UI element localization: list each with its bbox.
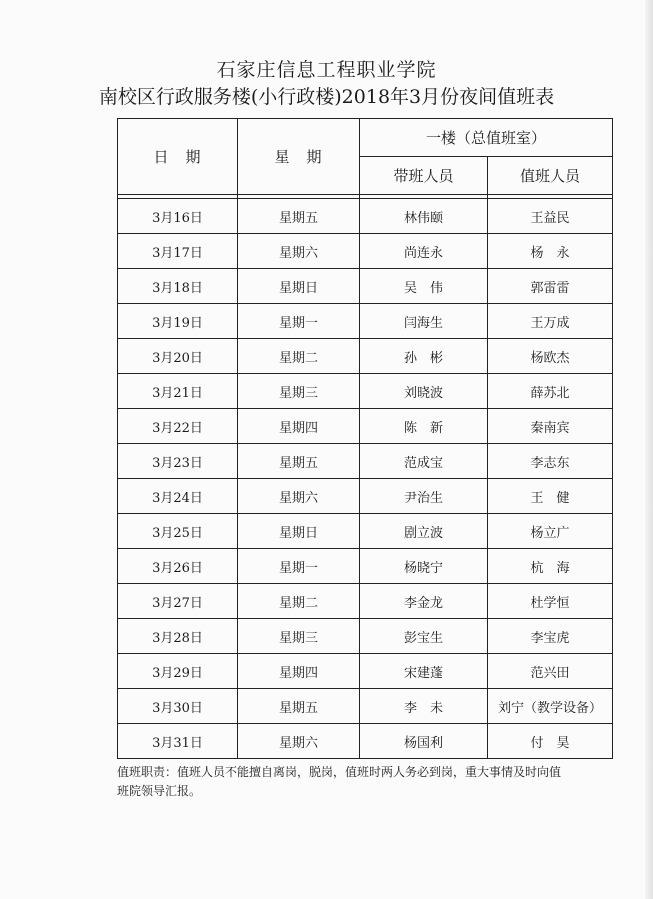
table-row bbox=[118, 584, 613, 619]
weekday-cell: 星期五 bbox=[238, 689, 360, 724]
leader-cell: 林伟颐 bbox=[360, 199, 488, 234]
weekday-cell: 星期一 bbox=[238, 304, 360, 339]
weekday-cell: 星期日 bbox=[238, 514, 360, 549]
scan-edge bbox=[645, 0, 653, 899]
leader-cell: 陈 新 bbox=[360, 409, 488, 444]
duty-responsibility-note bbox=[117, 763, 617, 801]
date-cell: 3月19日 bbox=[118, 304, 238, 339]
weekday-cell: 星期五 bbox=[238, 199, 360, 234]
duty-cell: 范兴田 bbox=[488, 654, 613, 689]
leader-cell: 范成宝 bbox=[360, 444, 488, 479]
duty-cell: 李宝虎 bbox=[488, 619, 613, 654]
duty-cell: 杜学恒 bbox=[488, 584, 613, 619]
leader-cell: 剧立波 bbox=[360, 514, 488, 549]
leader-cell: 孙 彬 bbox=[360, 339, 488, 374]
leader-cell: 尚连永 bbox=[360, 234, 488, 269]
date-cell: 3月16日 bbox=[118, 199, 238, 234]
table-row bbox=[118, 724, 613, 759]
weekday-cell: 星期四 bbox=[238, 654, 360, 689]
weekday-cell: 星期三 bbox=[238, 374, 360, 409]
weekday-cell: 星期二 bbox=[238, 584, 360, 619]
table-row bbox=[118, 199, 613, 234]
leader-cell: 杨晓宁 bbox=[360, 549, 488, 584]
table-row bbox=[118, 654, 613, 689]
column-header-duty: 值班人员 bbox=[488, 157, 613, 195]
duty-cell: 王 健 bbox=[488, 479, 613, 514]
date-cell: 3月21日 bbox=[118, 374, 238, 409]
date-cell: 3月17日 bbox=[118, 234, 238, 269]
weekday-cell: 星期六 bbox=[238, 724, 360, 759]
column-header-weekday: 星 期 bbox=[238, 119, 360, 195]
duty-cell: 付 昊 bbox=[488, 724, 613, 759]
duty-cell: 王万成 bbox=[488, 304, 613, 339]
leader-cell: 闫海生 bbox=[360, 304, 488, 339]
column-header-date: 日 期 bbox=[118, 119, 238, 195]
leader-cell: 吴 伟 bbox=[360, 269, 488, 304]
table-body bbox=[118, 195, 613, 759]
table-row bbox=[118, 549, 613, 584]
weekday-cell: 星期三 bbox=[238, 619, 360, 654]
date-cell: 3月28日 bbox=[118, 619, 238, 654]
table-row bbox=[118, 514, 613, 549]
duty-cell: 李志东 bbox=[488, 444, 613, 479]
date-cell: 3月22日 bbox=[118, 409, 238, 444]
table-row bbox=[118, 269, 613, 304]
weekday-cell: 星期二 bbox=[238, 339, 360, 374]
table-row bbox=[118, 374, 613, 409]
weekday-cell: 星期四 bbox=[238, 409, 360, 444]
date-cell: 3月25日 bbox=[118, 514, 238, 549]
weekday-cell: 星期五 bbox=[238, 444, 360, 479]
table-row bbox=[118, 339, 613, 374]
date-cell: 3月20日 bbox=[118, 339, 238, 374]
leader-cell: 李 未 bbox=[360, 689, 488, 724]
date-cell: 3月27日 bbox=[118, 584, 238, 619]
duty-cell: 王益民 bbox=[488, 199, 613, 234]
column-header-leader: 带班人员 bbox=[360, 157, 488, 195]
duty-schedule-table bbox=[117, 118, 613, 759]
document-title-schedule: 南校区行政服务楼(小行政楼)2018年3月份夜间值班表 bbox=[98, 86, 555, 108]
date-cell: 3月23日 bbox=[118, 444, 238, 479]
table-row bbox=[118, 479, 613, 514]
table-row bbox=[118, 444, 613, 479]
weekday-cell: 星期日 bbox=[238, 269, 360, 304]
duty-cell: 秦南宾 bbox=[488, 409, 613, 444]
table-row bbox=[118, 304, 613, 339]
date-cell: 3月30日 bbox=[118, 689, 238, 724]
note-line-1: 值班职责：值班人员不能擅自离岗，脱岗，值班时两人务必到岗，重大事情及时向值 bbox=[117, 765, 562, 779]
date-cell: 3月18日 bbox=[118, 269, 238, 304]
duty-cell: 薛苏北 bbox=[488, 374, 613, 409]
duty-cell: 刘宁（教学设备） bbox=[488, 689, 613, 724]
table-row bbox=[118, 409, 613, 444]
date-cell: 3月31日 bbox=[118, 724, 238, 759]
table-row bbox=[118, 234, 613, 269]
leader-cell: 彭宝生 bbox=[360, 619, 488, 654]
duty-cell: 杭 海 bbox=[488, 549, 613, 584]
table-row bbox=[118, 619, 613, 654]
leader-cell: 刘晓波 bbox=[360, 374, 488, 409]
note-line-2: 班院领导汇报。 bbox=[117, 784, 202, 798]
duty-cell: 杨欧杰 bbox=[488, 339, 613, 374]
leader-cell: 李金龙 bbox=[360, 584, 488, 619]
document-title-institution: 石家庄信息工程职业学院 bbox=[216, 59, 437, 81]
weekday-cell: 星期一 bbox=[238, 549, 360, 584]
group-header-first-floor: 一楼（总值班室） bbox=[360, 119, 613, 157]
duty-cell: 杨 永 bbox=[488, 234, 613, 269]
weekday-cell: 星期六 bbox=[238, 234, 360, 269]
date-cell: 3月29日 bbox=[118, 654, 238, 689]
leader-cell: 宋建蓬 bbox=[360, 654, 488, 689]
table-row bbox=[118, 689, 613, 724]
weekday-cell: 星期六 bbox=[238, 479, 360, 514]
duty-cell: 郭雷雷 bbox=[488, 269, 613, 304]
duty-cell: 杨立广 bbox=[488, 514, 613, 549]
date-cell: 3月26日 bbox=[118, 549, 238, 584]
date-cell: 3月24日 bbox=[118, 479, 238, 514]
leader-cell: 杨国利 bbox=[360, 724, 488, 759]
leader-cell: 尹治生 bbox=[360, 479, 488, 514]
